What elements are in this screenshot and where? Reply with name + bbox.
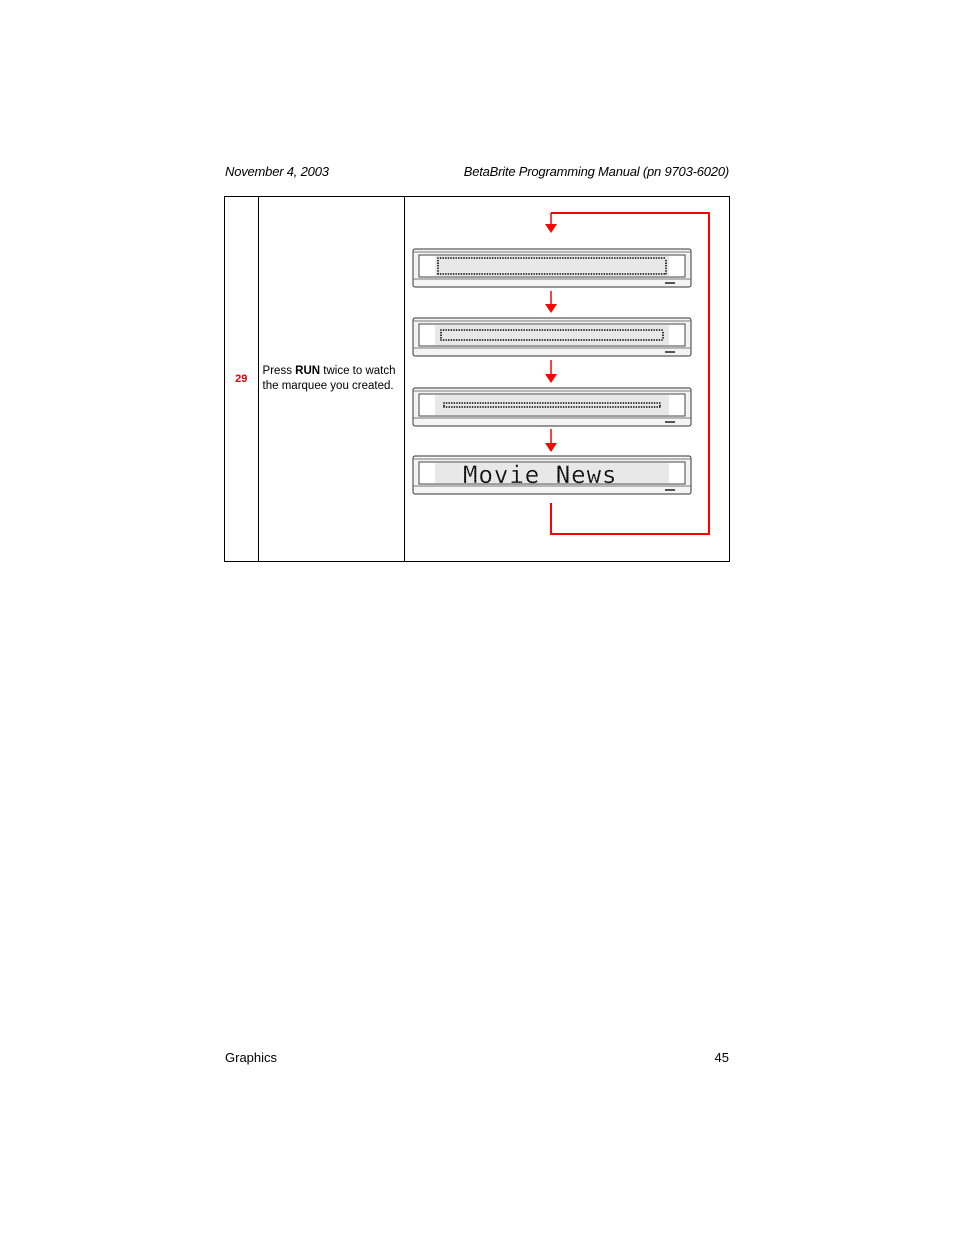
- marquee-figure: [405, 197, 729, 561]
- marquee-message-text: Movie News: [463, 461, 618, 489]
- led-display-frame: [413, 318, 691, 356]
- led-display-frame: [413, 388, 691, 426]
- down-arrow-icon: [545, 291, 557, 313]
- header-title: BetaBrite Programming Manual (pn 9703-6020): [463, 164, 729, 179]
- header-date: November 4, 2003: [225, 164, 329, 179]
- led-display-frame: [413, 249, 691, 287]
- down-arrow-icon: [545, 360, 557, 383]
- footer-section: Graphics: [225, 1050, 278, 1065]
- down-arrow-icon: [545, 429, 557, 452]
- step-text-prefix: Press: [262, 365, 296, 377]
- step-table: [224, 196, 730, 562]
- run-key-label: RUN: [295, 365, 321, 377]
- step-number: 29: [225, 197, 259, 562]
- step-instruction: [258, 197, 404, 562]
- footer-page-number: 45: [714, 1050, 729, 1065]
- down-arrow-icon: [545, 213, 557, 233]
- marquee-figure-cell: [405, 197, 730, 562]
- step-text-suffix: twice to watch the marquee you created.: [262, 365, 396, 392]
